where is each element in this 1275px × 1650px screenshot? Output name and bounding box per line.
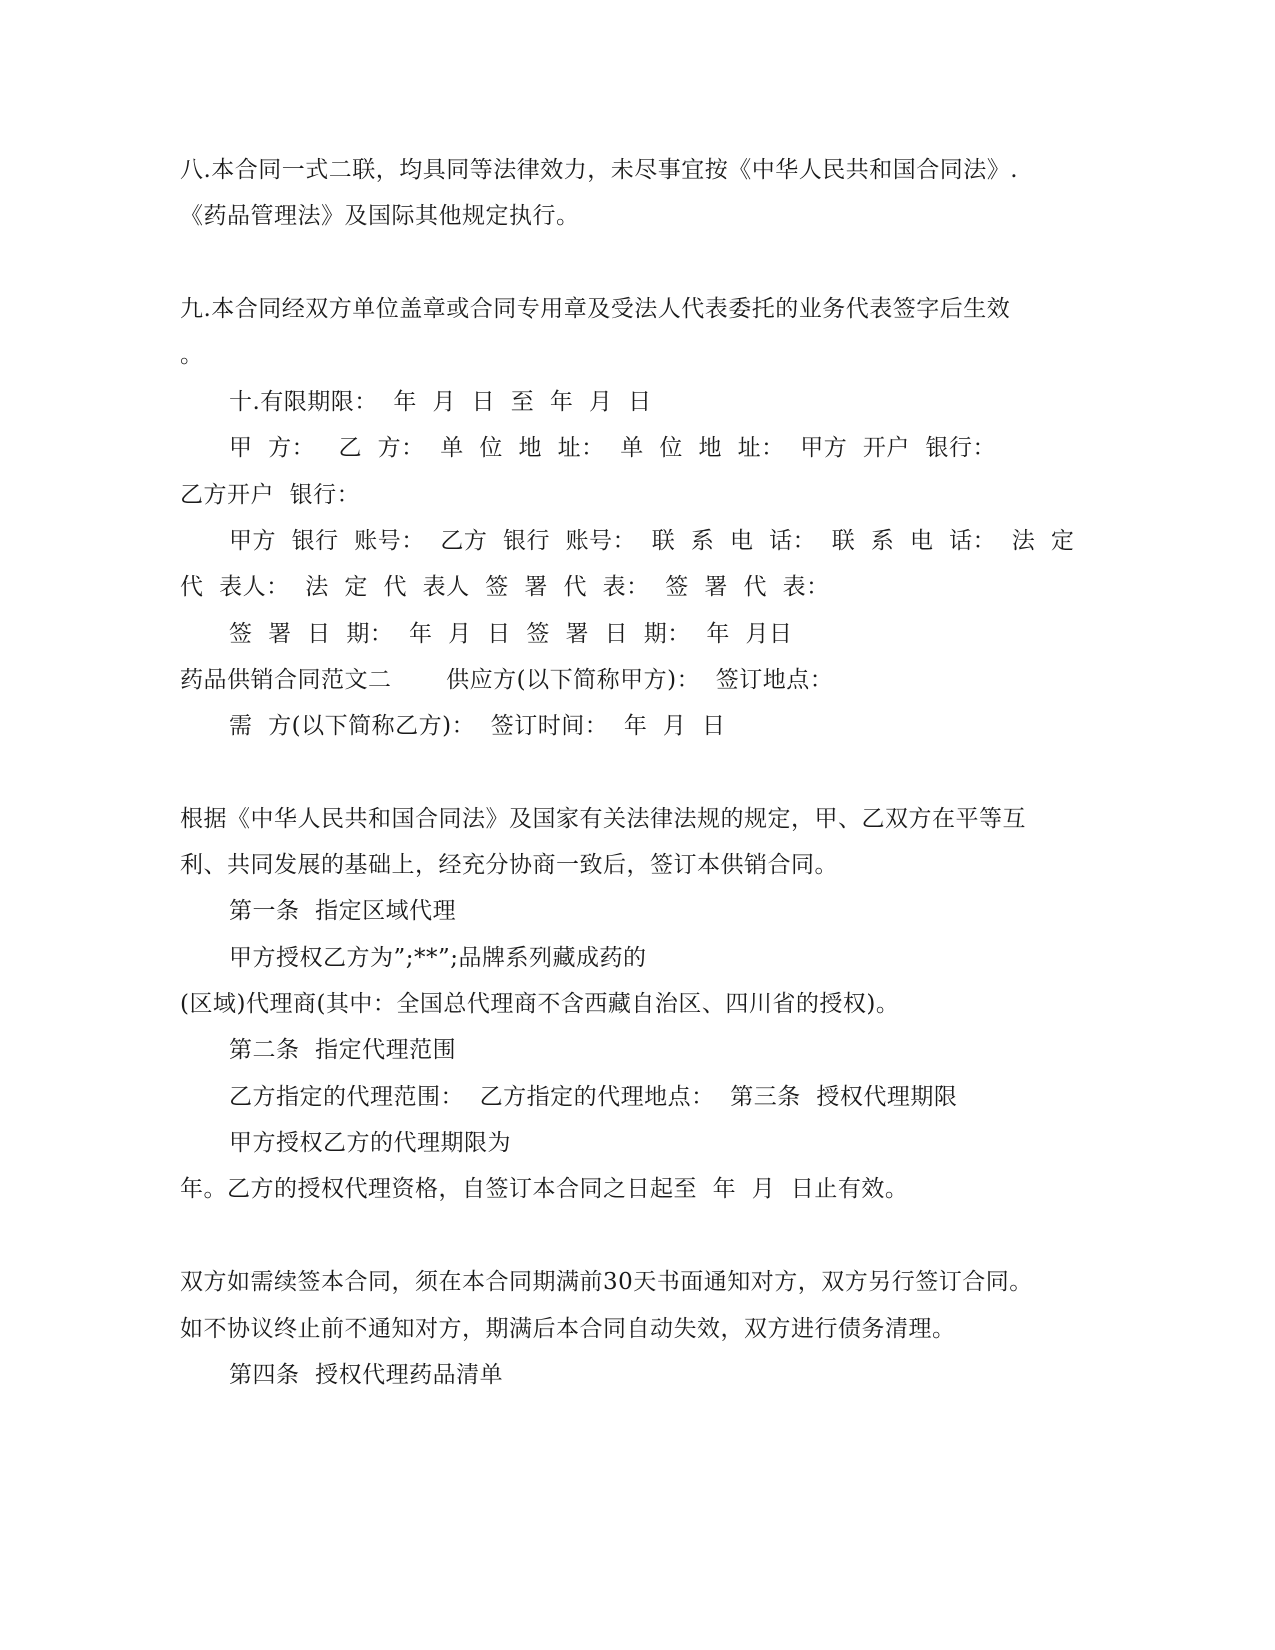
article-4-heading: 第四条 授权代理药品清单 xyxy=(229,1362,504,1388)
article-1-heading: 第一条 指定区域代理 xyxy=(229,898,457,924)
renewal-line-1: 双方如需续签本合同，须在本合同期满前30天书面通知对方，双方另行签订合同。 xyxy=(180,1269,1033,1295)
buyer-line: 需 方(以下简称乙方)： 签订时间： 年 月 日 xyxy=(229,713,726,739)
signing-date-line: 签 署 日 期： 年 月 日 签 署 日 期： 年 月日 xyxy=(229,621,793,647)
renewal-line-2: 如不协议终止前不通知对方，期满后本合同自动失效，双方进行债务清理。 xyxy=(180,1316,956,1342)
party-info-line-2: 乙方开户 银行： xyxy=(180,482,361,508)
article-3-text-1: 甲方授权乙方的代理期限为 xyxy=(229,1130,511,1156)
clause-9-line-1: 九.本合同经双方单位盖章或合同专用章及受法人代表委托的业务代表签字后生效 xyxy=(180,296,1011,322)
clause-8-line-2: 《药品管理法》及国际其他规定执行。 xyxy=(180,203,580,229)
preamble-line-1: 根据《中华人民共和国合同法》及国家有关法律法规的规定，甲、乙双方在平等互 xyxy=(180,806,1026,832)
clause-8-line-1: 八.本合同一式二联，均具同等法律效力，未尽事宜按《中华人民共和国合同法》. xyxy=(180,157,1019,183)
article-1-text-2: (区域)代理商(其中：全国总代理商不含西藏自治区、四川省的授权)。 xyxy=(180,991,900,1017)
article-2-text: 乙方指定的代理范围： 乙方指定的代理地点： 第三条 授权代理期限 xyxy=(229,1084,958,1110)
article-3-text-2: 年。乙方的授权代理资格，自签订本合同之日起至 年 月 日止有效。 xyxy=(180,1176,909,1202)
article-2-heading: 第二条 指定代理范围 xyxy=(229,1037,457,1063)
contract-two-heading: 药品供销合同范文二 供应方(以下简称甲方)： 签订地点： xyxy=(180,667,834,693)
article-1-text-1: 甲方授权乙方为”;**”;品牌系列藏成药的 xyxy=(229,945,647,971)
party-info-line-1: 甲 方： 乙 方： 单 位 地 址： 单 位 地 址： 甲方 开户 银行： xyxy=(229,435,997,461)
clause-9-line-2: 。 xyxy=(180,342,204,368)
preamble-line-2: 利、共同发展的基础上，经充分协商一致后，签订本供销合同。 xyxy=(180,852,838,878)
clause-10-validity: 十.有限期限： 年 月 日 至 年 月 日 xyxy=(229,389,652,415)
party-info-line-4: 代 表人： 法 定 代 表人 签 署 代 表： 签 署 代 表： xyxy=(180,574,830,600)
party-info-line-3: 甲方 银行 账号： 乙方 银行 账号： 联 系 电 话： 联 系 电 话： 法 定 xyxy=(229,528,1075,554)
